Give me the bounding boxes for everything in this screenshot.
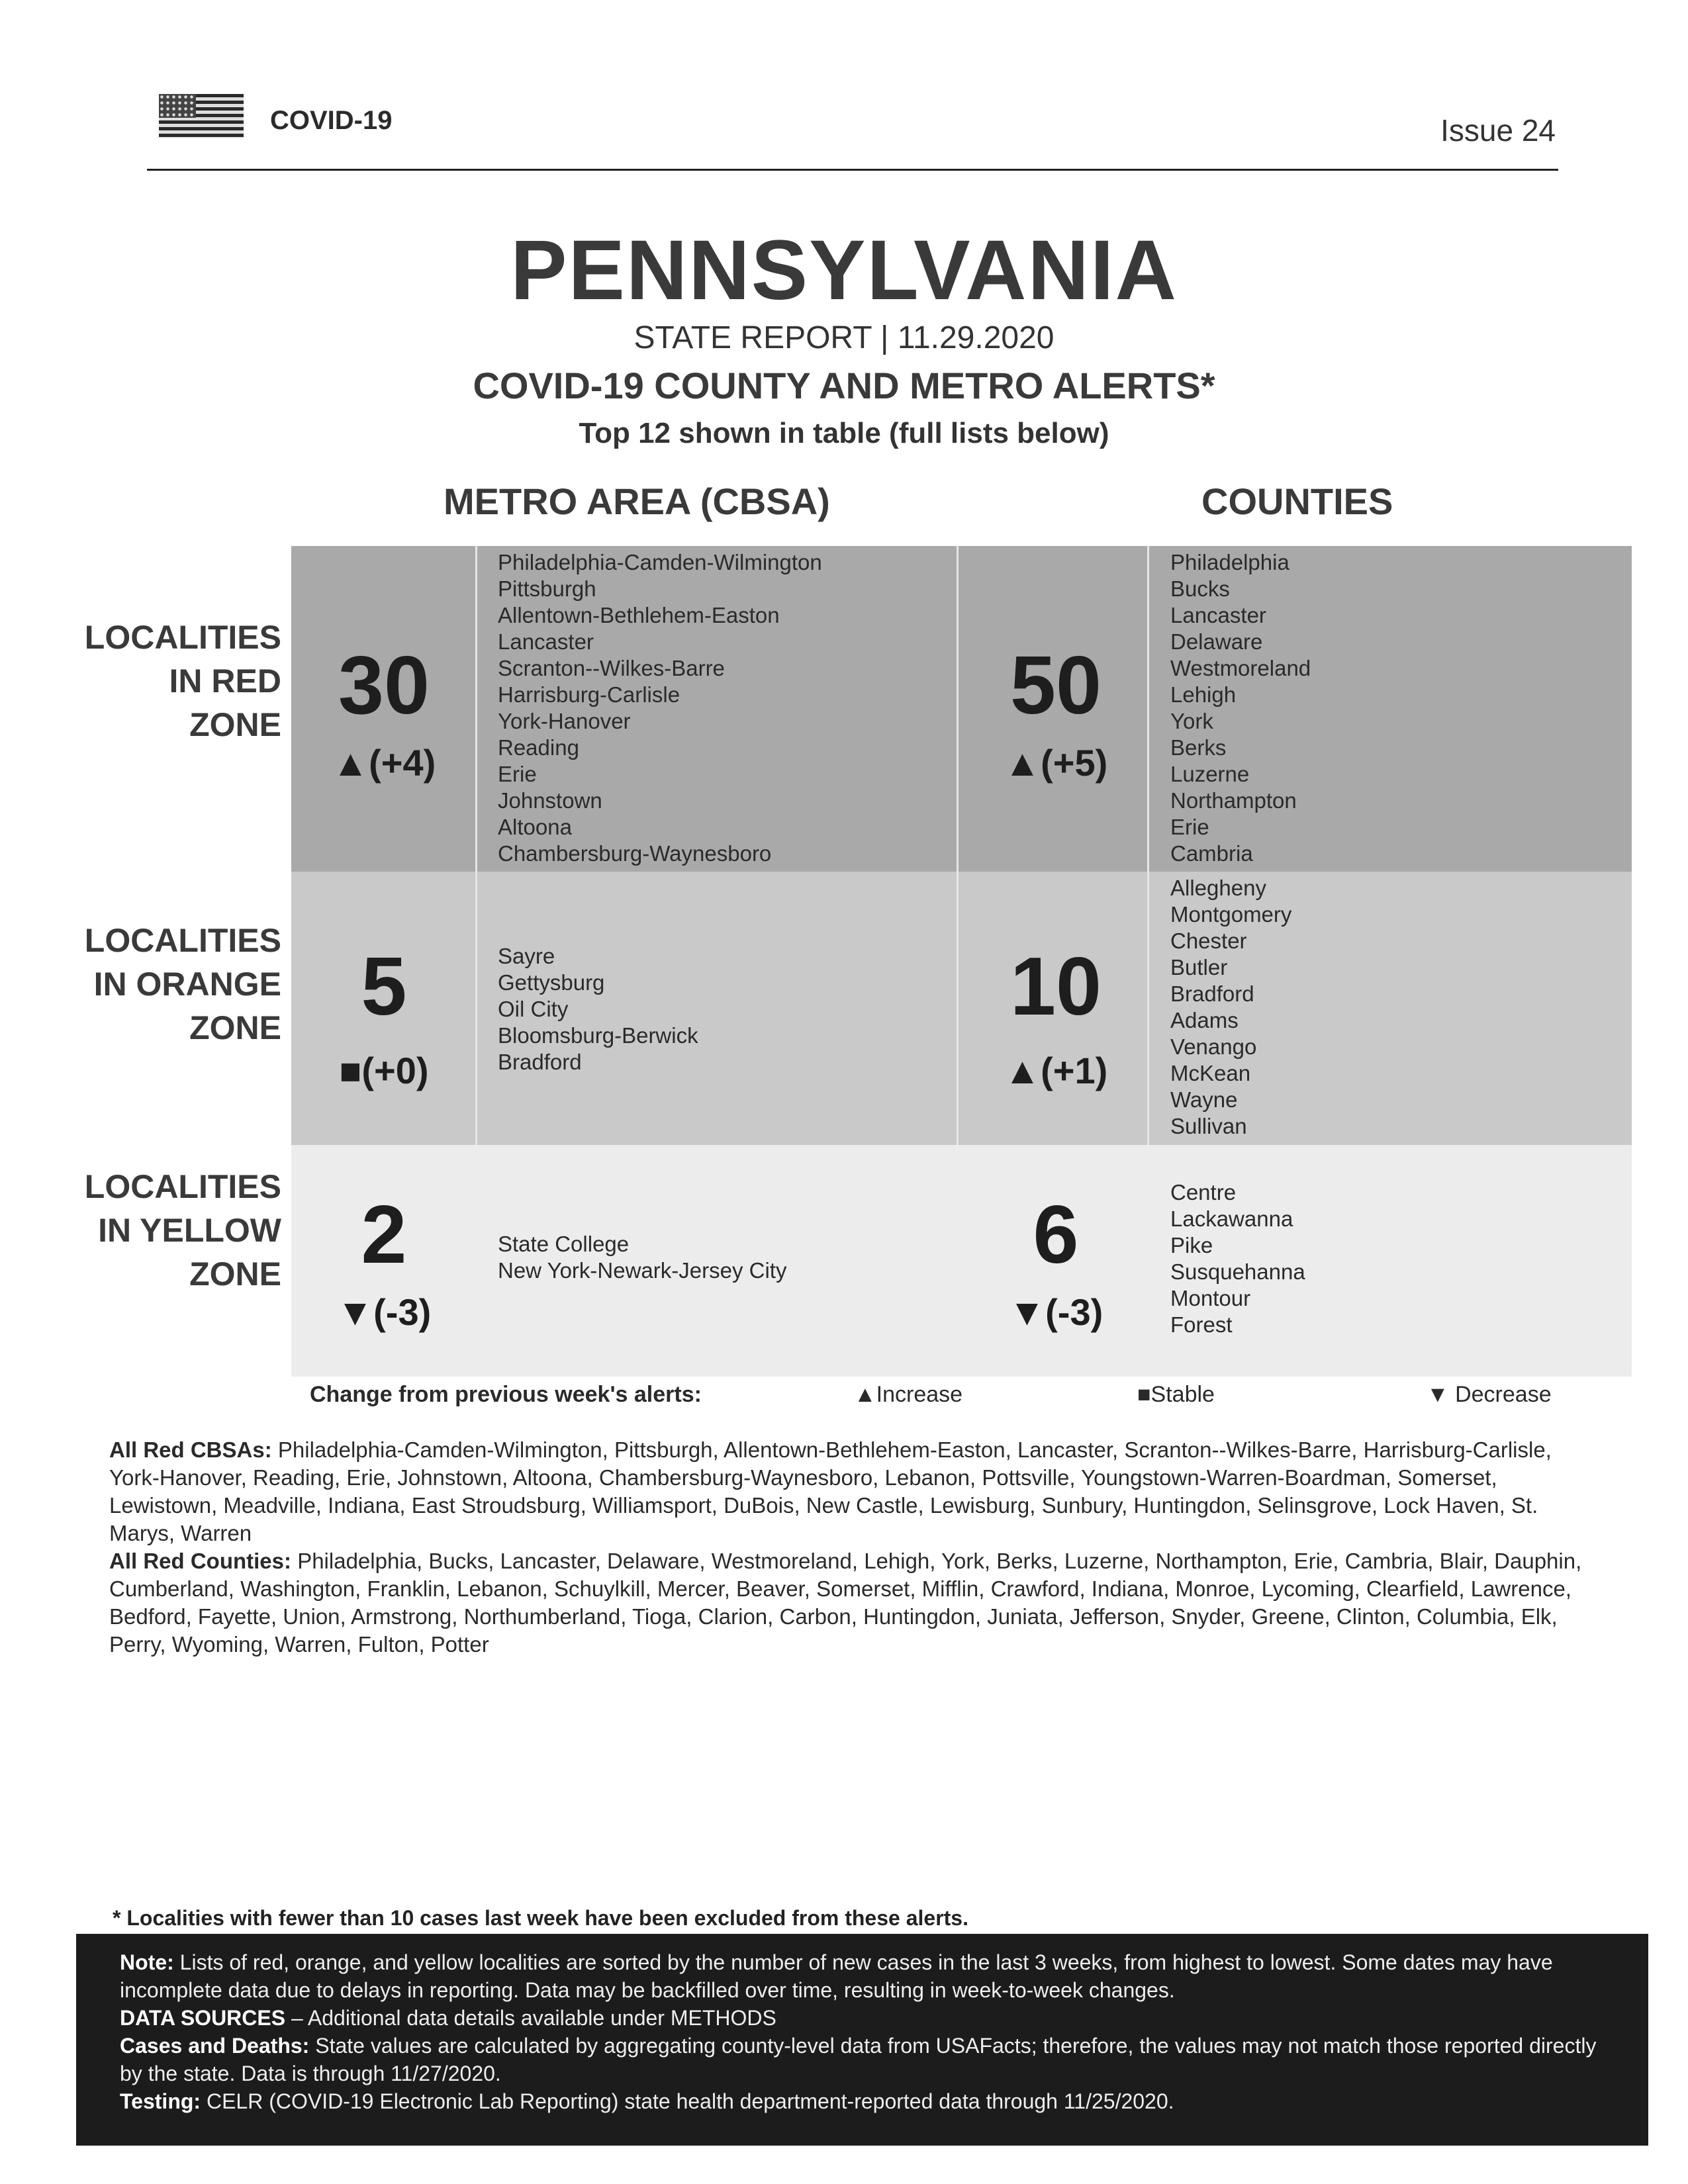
data-sources: DATA SOURCES – Additional data details available under METHODS <box>120 2006 776 2030</box>
orange-zone-label: LOCALITIES IN ORANGE ZONE <box>84 922 281 1046</box>
yellow-county-change: ▼(-3) <box>1008 1291 1103 1333</box>
yellow-metro-list: State College New York-Newark-Jersey City <box>498 1232 787 1283</box>
legend-stable: ■Stable <box>1137 1382 1215 1407</box>
header-divider <box>147 169 1558 171</box>
orange-metro-list: Sayre Gettysburg Oil City Bloomsburg-Berwick Bradford <box>498 944 698 1074</box>
footnote: * Localities with fewer than 10 cases last week have been excluded from these alerts. <box>113 1906 968 1930</box>
yellow-zone-band <box>291 1145 1632 1377</box>
notes-box <box>76 1934 1648 2146</box>
yellow-metro-change: ▼(-3) <box>336 1291 432 1333</box>
orange-county-change: ▲(+1) <box>1004 1050 1108 1091</box>
issue-number: Issue 24 <box>1440 113 1556 148</box>
page-title: PENNSYLVANIA <box>510 223 1178 318</box>
counties-column-header: COUNTIES <box>1201 480 1393 522</box>
orange-zone-band <box>291 872 1632 1145</box>
section-title: COVID-19 <box>270 106 393 135</box>
legend-decrease: ▼ Decrease <box>1427 1382 1552 1407</box>
all-red-counties: All Red Counties: Philadelphia, Bucks, Lancaster, Delaware, Westmoreland, Lehigh, York, Berks, Luzerne, Northampton, Erie, Cambria, Blair, Dauphin, Cumberland, Washington, Franklin, Lebanon, Schuylkill, Mercer, Beaver, Somerset, Mifflin, Crawford, Indiana, Monroe, Lycoming, Clearfield, Lawrence, Bedford, Fayette, Union, Armstrong, Northumberland, Tioga, Clarion, Carbon, Huntingdon, Juniata, Jefferson, Snyder, Greene, Clinton, Columbia, Elk, Perry, Wyoming, Warren, Fulton, Potter <box>109 1549 1582 1657</box>
column-divider <box>957 546 959 1145</box>
red-county-change: ▲(+5) <box>1004 742 1108 784</box>
all-red-cbsas: All Red CBSAs: Philadelphia-Camden-Wilmington, Pittsburgh, Allentown-Bethlehem-Easton, Lancaster, Scranton--Wilkes-Barre, Harrisburg-Carlisle, York-Hanover, Reading, Erie, Johnstown, Altoona, Chambersburg-Waynesboro, Lebanon, Pottsville, Youngstown-Warren-Boardman, Somerset, Lewistown, Meadville, Indiana, East Stroudsburg, Williamsport, DuBois, New Castle, Lewisburg, Sunbury, Huntingdon, Selinsgrove, Lock Haven, St. Marys, Warren <box>109 1437 1552 1545</box>
yellow-metro-count: 2 <box>361 1189 407 1281</box>
full-lists <box>109 1436 1605 1659</box>
us-flag-icon <box>159 94 244 138</box>
orange-county-count: 10 <box>1010 941 1102 1032</box>
red-metro-change: ▲(+4) <box>332 742 436 784</box>
metro-column-header: METRO AREA (CBSA) <box>444 480 830 522</box>
yellow-county-count: 6 <box>1033 1189 1079 1281</box>
orange-county-list: Allegheny Montgomery Chester Butler Bradford Adams Venango McKean Wayne Sullivan <box>1170 876 1292 1138</box>
red-metro-count: 30 <box>338 640 430 731</box>
red-metro-list: Philadelphia-Camden-Wilmington Pittsburgh Allentown-Bethlehem-Easton Lancaster Scranton--Wilkes-Barre Harrisburg-Carlisle York-Hanover Reading Erie Johnstown Altoona Chambersburg-Waynesboro <box>498 550 822 866</box>
cases-deaths-note: Cases and Deaths: State values are calculated by aggregating county-level data from USAFacts; therefore, the values may not match those reported directly by the state. Data is through 11/27/2020. <box>120 2034 1597 2085</box>
orange-metro-change: ■(+0) <box>339 1050 429 1091</box>
red-zone-label: LOCALITIES IN RED ZONE <box>84 619 281 743</box>
column-divider <box>475 546 477 1145</box>
alerts-title: COVID-19 COUNTY AND METRO ALERTS* <box>473 365 1215 406</box>
report-date: STATE REPORT | 11.29.2020 <box>633 320 1055 355</box>
alerts-subtitle: Top 12 shown in table (full lists below) <box>579 417 1109 449</box>
red-county-list: Philadelphia Bucks Lancaster Delaware Westmoreland Lehigh York Berks Luzerne Northampton Erie Cambria <box>1170 550 1311 866</box>
note-paragraph: Note: Lists of red, orange, and yellow localities are sorted by the number of new cases in the last 3 weeks, from highest to lowest. Some dates may have incomplete data due to delays in reporting. Data may be backfilled over time, resulting in week-to-week changes. <box>120 1950 1553 2002</box>
legend-increase: ▲Increase <box>854 1382 963 1407</box>
red-zone-band <box>291 546 1632 872</box>
testing-note: Testing: CELR (COVID-19 Electronic Lab Reporting) state health department-reported data through 11/25/2020. <box>120 2089 1174 2113</box>
legend-title: Change from previous week's alerts: <box>310 1382 702 1407</box>
column-divider <box>1147 546 1149 1145</box>
yellow-county-list: Centre Lackawanna Pike Susquehanna Montour Forest <box>1170 1180 1305 1337</box>
yellow-zone-label: LOCALITIES IN YELLOW ZONE <box>84 1168 281 1293</box>
red-county-count: 50 <box>1010 640 1102 731</box>
orange-metro-count: 5 <box>361 941 407 1032</box>
